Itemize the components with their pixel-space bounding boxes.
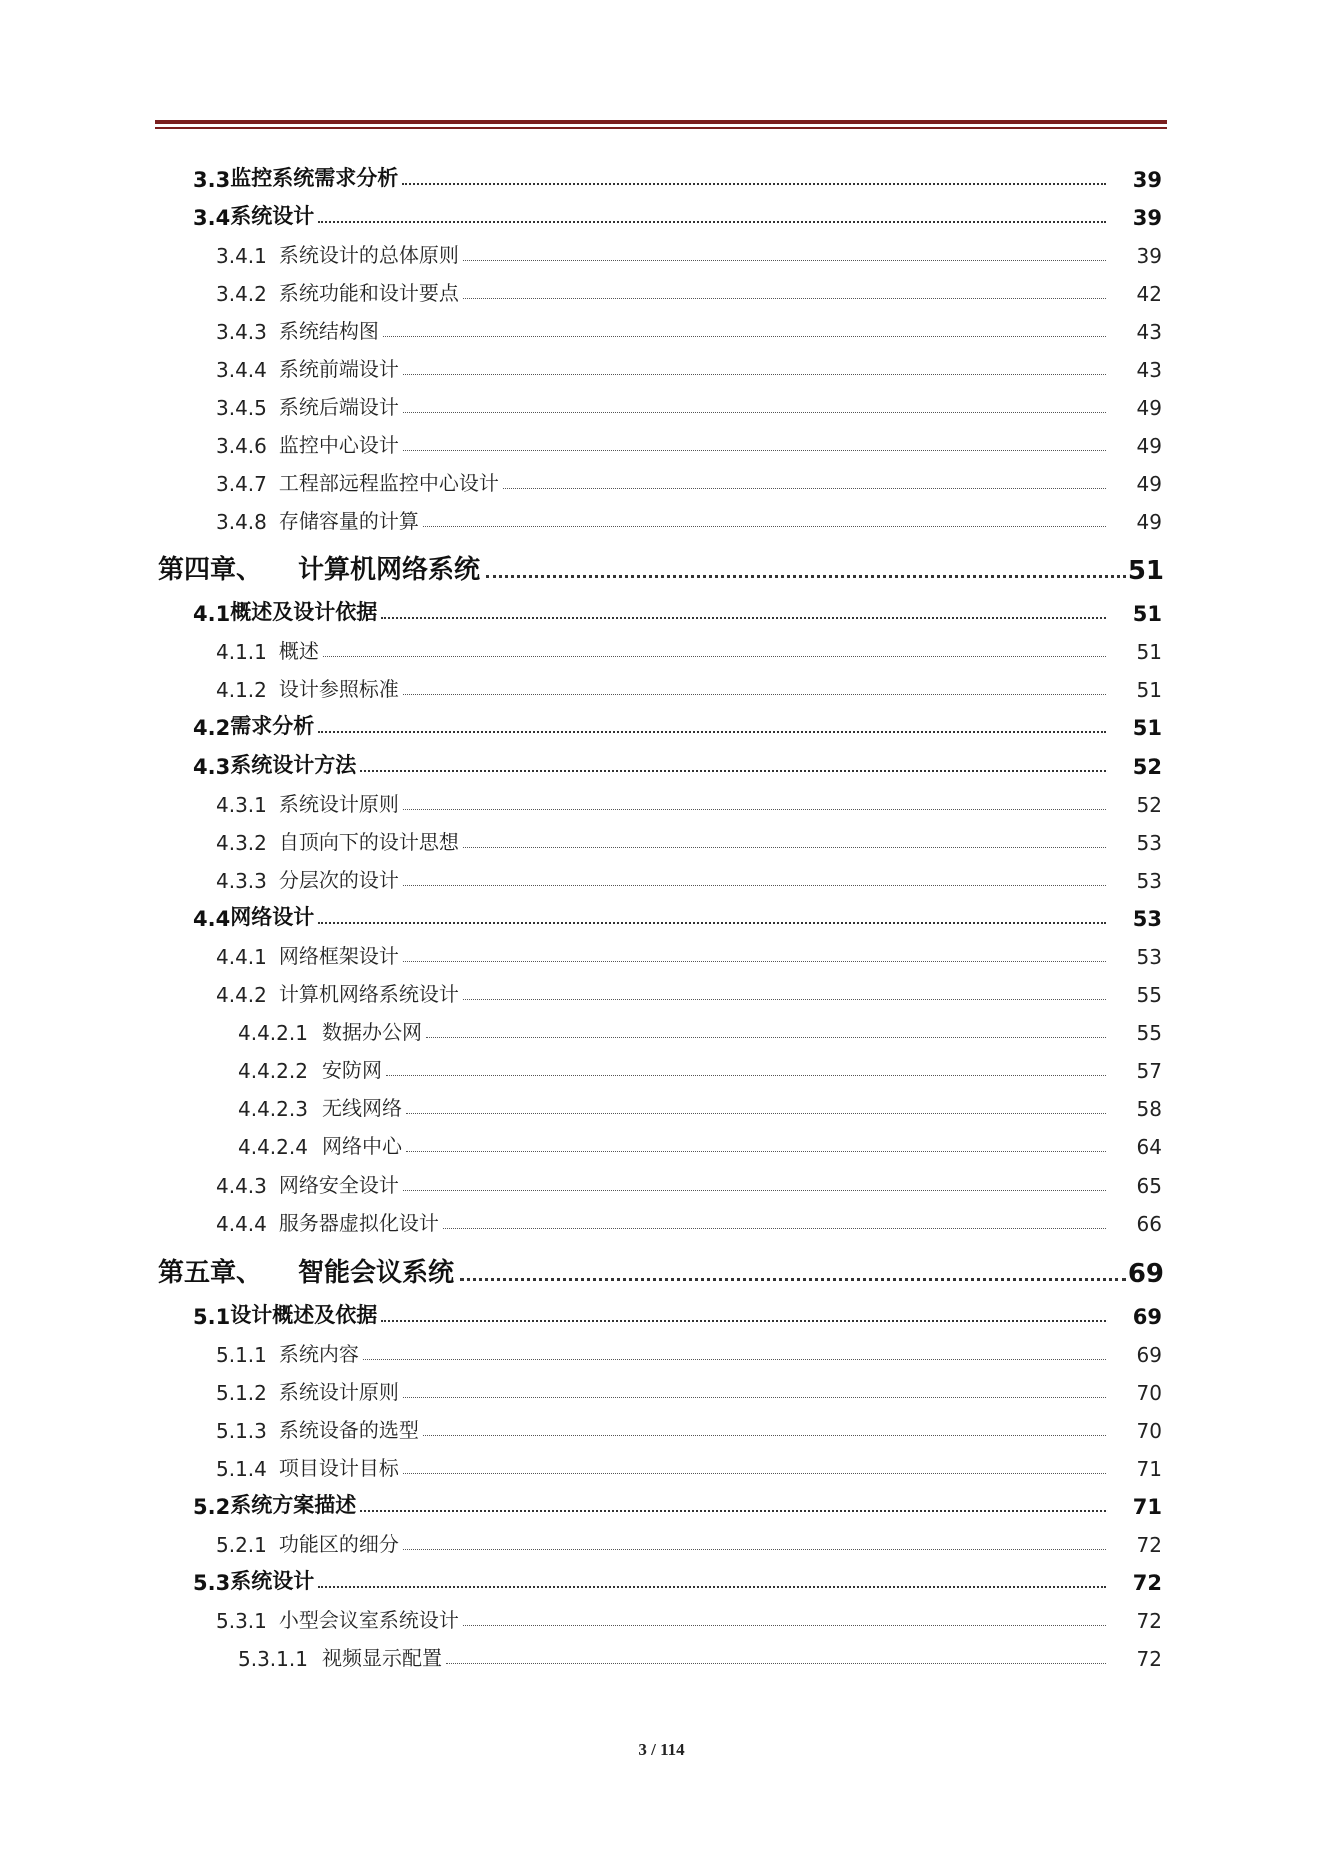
toc-entry-title: 系统设计原则	[278, 792, 399, 816]
toc-entry-sub[interactable]	[216, 462, 1162, 496]
toc-entry-sub[interactable]	[216, 935, 1162, 969]
toc-entry-page-number: 57	[1136, 1059, 1162, 1083]
toc-entry-page-number: 53	[1136, 831, 1162, 855]
toc-dot-leader	[463, 298, 1106, 299]
toc-entry-page-number: 51	[1132, 716, 1162, 740]
toc-entry-title: 监控中心设计	[278, 433, 399, 457]
toc-dot-leader	[381, 1320, 1106, 1322]
toc-entry-page-number: 52	[1136, 793, 1162, 817]
toc-entry-page-number: 51	[1136, 640, 1162, 664]
toc-entry-subsub[interactable]	[238, 1011, 1162, 1045]
toc-entry-number: 5.1.3	[216, 1419, 267, 1443]
toc-entry-page-number: 65	[1136, 1174, 1162, 1198]
toc-dot-leader	[318, 1586, 1106, 1588]
toc-dot-leader	[446, 1663, 1106, 1664]
toc-entry-title: 计算机网络系统设计	[278, 982, 459, 1006]
page-number-footer: 3 / 114	[638, 1740, 685, 1759]
toc-entry-number: 4.1.2	[216, 678, 267, 702]
toc-entry-title: 无线网络	[321, 1096, 402, 1120]
toc-entry-title: 网络设计	[230, 905, 315, 929]
toc-entry-page-number: 55	[1136, 983, 1162, 1007]
toc-entry-sub[interactable]	[216, 310, 1162, 344]
toc-dot-leader	[403, 885, 1106, 886]
toc-entry-sub[interactable]	[216, 1447, 1162, 1481]
toc-entry-number: 5.3.1.1	[238, 1647, 308, 1671]
toc-dot-leader	[363, 1359, 1106, 1360]
toc-dot-leader	[318, 221, 1106, 223]
toc-entry-section[interactable]	[193, 158, 1162, 192]
toc-entry-page-number: 71	[1136, 1457, 1162, 1481]
toc-entry-title: 系统功能和设计要点	[278, 281, 459, 305]
toc-entry-sub[interactable]	[216, 234, 1162, 268]
toc-entry-number: 3.4	[193, 206, 231, 230]
toc-dot-leader	[403, 1473, 1106, 1474]
toc-dot-leader	[360, 1510, 1106, 1512]
toc-entry-title: 视频显示配置	[321, 1646, 442, 1670]
toc-entry-page-number: 39	[1136, 244, 1162, 268]
toc-entry-sub[interactable]	[216, 1599, 1162, 1633]
toc-entry-page-number: 49	[1136, 472, 1162, 496]
toc-entry-subsub[interactable]	[238, 1049, 1162, 1083]
toc-entry-title: 小型会议室系统设计	[278, 1608, 459, 1632]
toc-entry-page-number: 72	[1136, 1609, 1162, 1633]
toc-dot-leader	[503, 488, 1106, 489]
toc-entry-page-number: 43	[1136, 320, 1162, 344]
toc-entry-page-number: 66	[1136, 1212, 1162, 1236]
toc-dot-leader	[423, 526, 1106, 527]
toc-entry-number: 5.2.1	[216, 1533, 267, 1557]
toc-entry-title: 智能会议系统	[298, 1258, 455, 1288]
toc-dot-leader	[318, 731, 1106, 733]
toc-entry-number: 3.4.4	[216, 358, 267, 382]
toc-entry-section[interactable]	[193, 1561, 1162, 1595]
toc-entry-title: 网络中心	[321, 1134, 402, 1158]
toc-entry-number: 5.3	[193, 1571, 231, 1595]
toc-dot-leader	[381, 617, 1106, 619]
toc-entry-page-number: 70	[1136, 1381, 1162, 1405]
toc-dot-leader	[323, 656, 1106, 657]
toc-entry-subsub[interactable]	[238, 1087, 1162, 1121]
toc-dot-leader	[403, 694, 1106, 695]
toc-entry-subsub[interactable]	[238, 1637, 1162, 1671]
toc-entry-title: 概述及设计依据	[230, 600, 378, 624]
toc-dot-leader	[403, 374, 1106, 375]
toc-entry-sub[interactable]	[216, 424, 1162, 458]
toc-entry-number: 3.4.5	[216, 396, 267, 420]
toc-entry-title: 工程部远程监控中心设计	[278, 471, 499, 495]
toc-entry-title: 功能区的细分	[278, 1532, 399, 1556]
toc-entry-title: 网络安全设计	[278, 1173, 399, 1197]
toc-entry-title: 系统设备的选型	[278, 1418, 419, 1442]
toc-entry-number: 4.4	[193, 907, 231, 931]
toc-entry-number: 5.1	[193, 1305, 231, 1329]
toc-entry-section[interactable]	[193, 1295, 1162, 1329]
toc-entry-sub[interactable]	[216, 1523, 1162, 1557]
toc-dot-leader	[403, 412, 1106, 413]
toc-entry-number: 4.4.2.3	[238, 1097, 308, 1121]
toc-entry-sub[interactable]	[216, 821, 1162, 855]
toc-entry-number: 4.4.1	[216, 945, 267, 969]
toc-entry-number: 4.3.2	[216, 831, 267, 855]
toc-entry-page-number: 51	[1132, 602, 1162, 626]
toc-entry-number: 4.3.3	[216, 869, 267, 893]
toc-entry-title: 设计概述及依据	[230, 1303, 378, 1327]
toc-entry-subsub[interactable]	[238, 1125, 1162, 1159]
toc-entry-number: 3.4.8	[216, 510, 267, 534]
toc-entry-sub[interactable]	[216, 859, 1162, 893]
toc-entry-page-number: 39	[1132, 168, 1162, 192]
toc-entry-page-number: 52	[1132, 755, 1162, 779]
toc-dot-leader	[460, 1278, 1126, 1281]
toc-entry-title: 系统结构图	[278, 319, 379, 343]
toc-dot-leader	[423, 1435, 1106, 1436]
toc-entry-page-number: 53	[1136, 945, 1162, 969]
toc-entry-number: 4.1.1	[216, 640, 267, 664]
toc-dot-leader	[403, 1397, 1106, 1398]
toc-entry-title: 网络框架设计	[278, 944, 399, 968]
toc-entry-page-number: 49	[1136, 396, 1162, 420]
toc-entry-sub[interactable]	[216, 348, 1162, 382]
toc-entry-page-number: 71	[1132, 1495, 1162, 1519]
toc-entry-sub[interactable]	[216, 272, 1162, 306]
toc-dot-leader	[386, 1075, 1106, 1076]
toc-entry-page-number: 72	[1136, 1647, 1162, 1671]
toc-entry-title: 系统内容	[278, 1342, 359, 1366]
toc-entry-sub[interactable]	[216, 500, 1162, 534]
toc-entry-title: 概述	[278, 639, 319, 663]
toc-entry-number: 4.4.2.1	[238, 1021, 308, 1045]
toc-entry-page-number: 58	[1136, 1097, 1162, 1121]
toc-entry-section[interactable]	[193, 745, 1162, 779]
toc-dot-leader	[486, 575, 1126, 578]
toc-entry-title: 自顶向下的设计思想	[278, 830, 459, 854]
toc-entry-title: 监控系统需求分析	[230, 166, 399, 190]
toc-entry-title: 系统设计方法	[230, 753, 357, 777]
toc-entry-number: 3.4.3	[216, 320, 267, 344]
toc-dot-leader	[406, 1151, 1106, 1152]
toc-entry-title: 设计参照标准	[278, 677, 399, 701]
toc-entry-number: 第四章、	[158, 555, 263, 585]
toc-entry-sub[interactable]	[216, 973, 1162, 1007]
toc-dot-leader	[402, 183, 1106, 185]
toc-entry-title: 系统方案描述	[230, 1493, 357, 1517]
toc-dot-leader	[463, 847, 1106, 848]
toc-dot-leader	[403, 450, 1106, 451]
toc-entry-page-number: 53	[1136, 869, 1162, 893]
toc-entry-sub[interactable]	[216, 1164, 1162, 1198]
toc-entry-page-number: 69	[1136, 1343, 1162, 1367]
toc-dot-leader	[403, 809, 1106, 810]
toc-entry-sub[interactable]	[216, 1333, 1162, 1367]
toc-entry-sub[interactable]	[216, 1409, 1162, 1443]
toc-entry-number: 3.4.7	[216, 472, 267, 496]
toc-entry-number: 第五章、	[158, 1258, 263, 1288]
toc-entry-number: 5.1.1	[216, 1343, 267, 1367]
toc-dot-leader	[463, 1625, 1106, 1626]
toc-entry-number: 4.4.2.2	[238, 1059, 308, 1083]
toc-entry-page-number: 72	[1136, 1533, 1162, 1557]
toc-entry-title: 系统前端设计	[278, 357, 399, 381]
toc-dot-leader	[318, 922, 1106, 924]
toc-entry-title: 存储容量的计算	[278, 509, 419, 533]
toc-entry-number: 4.4.2	[216, 983, 267, 1007]
toc-entry-chapter[interactable]	[158, 1249, 1164, 1289]
toc-entry-page-number: 49	[1136, 510, 1162, 534]
toc-entry-page-number: 39	[1132, 206, 1162, 230]
toc-entry-title: 系统设计原则	[278, 1380, 399, 1404]
toc-entry-section[interactable]	[193, 196, 1162, 230]
toc-entry-sub[interactable]	[216, 668, 1162, 702]
toc-entry-title: 系统后端设计	[278, 395, 399, 419]
toc-entry-number: 3.3	[193, 168, 231, 192]
toc-dot-leader	[406, 1113, 1106, 1114]
toc-entry-number: 5.1.2	[216, 1381, 267, 1405]
toc-entry-number: 3.4.1	[216, 244, 267, 268]
toc-entry-page-number: 64	[1136, 1135, 1162, 1159]
toc-entry-page-number: 69	[1132, 1305, 1162, 1329]
toc-entry-page-number: 53	[1132, 907, 1162, 931]
toc-entry-number: 4.4.4	[216, 1212, 267, 1236]
toc-entry-number: 4.1	[193, 602, 231, 626]
toc-entry-number: 4.4.3	[216, 1174, 267, 1198]
toc-entry-number: 5.3.1	[216, 1609, 267, 1633]
toc-entry-title: 分层次的设计	[278, 868, 399, 892]
toc-dot-leader	[383, 336, 1106, 337]
toc-dot-leader	[426, 1037, 1106, 1038]
toc-entry-page-number: 49	[1136, 434, 1162, 458]
toc-entry-sub[interactable]	[216, 1371, 1162, 1405]
toc-entry-number: 4.4.2.4	[238, 1135, 308, 1159]
toc-dot-leader	[403, 1549, 1106, 1550]
toc-entry-page-number: 51	[1127, 556, 1164, 586]
toc-entry-page-number: 42	[1136, 282, 1162, 306]
toc-entry-page-number: 72	[1132, 1571, 1162, 1595]
toc-entry-section[interactable]	[193, 706, 1162, 740]
toc-entry-section[interactable]	[193, 592, 1162, 626]
toc-entry-title: 项目设计目标	[278, 1456, 399, 1480]
toc-entry-chapter[interactable]	[158, 546, 1164, 586]
toc-entry-title: 系统设计	[230, 1569, 315, 1593]
toc-entry-number: 3.4.6	[216, 434, 267, 458]
toc-entry-sub[interactable]	[216, 386, 1162, 420]
toc-entry-number: 4.3	[193, 755, 231, 779]
toc-entry-title: 数据办公网	[321, 1020, 422, 1044]
toc-entry-number: 4.2	[193, 716, 231, 740]
toc-entry-number: 5.2	[193, 1495, 231, 1519]
toc-dot-leader	[403, 1190, 1106, 1191]
toc-entry-sub[interactable]	[216, 1202, 1162, 1236]
toc-dot-leader	[463, 999, 1106, 1000]
toc-entry-section[interactable]	[193, 1485, 1162, 1519]
toc-entry-page-number: 43	[1136, 358, 1162, 382]
toc-entry-title: 系统设计	[230, 204, 315, 228]
toc-entry-sub[interactable]	[216, 783, 1162, 817]
toc-entry-title: 安防网	[321, 1058, 382, 1082]
toc-entry-title: 服务器虚拟化设计	[278, 1211, 439, 1235]
toc-dot-leader	[443, 1228, 1106, 1229]
toc-entry-number: 4.3.1	[216, 793, 267, 817]
toc-dot-leader	[360, 770, 1106, 772]
toc-dot-leader	[403, 961, 1106, 962]
toc-entry-sub[interactable]	[216, 630, 1162, 664]
toc-entry-number: 3.4.2	[216, 282, 267, 306]
toc-entry-section[interactable]	[193, 897, 1162, 931]
toc-entry-page-number: 55	[1136, 1021, 1162, 1045]
toc-entry-title: 系统设计的总体原则	[278, 243, 459, 267]
toc-entry-title: 计算机网络系统	[298, 555, 481, 585]
toc-entry-title: 需求分析	[230, 714, 315, 738]
toc-entry-page-number: 51	[1136, 678, 1162, 702]
toc-entry-page-number: 70	[1136, 1419, 1162, 1443]
toc-entry-number: 5.1.4	[216, 1457, 267, 1481]
toc-entry-page-number: 69	[1127, 1259, 1164, 1289]
toc-dot-leader	[463, 260, 1106, 261]
